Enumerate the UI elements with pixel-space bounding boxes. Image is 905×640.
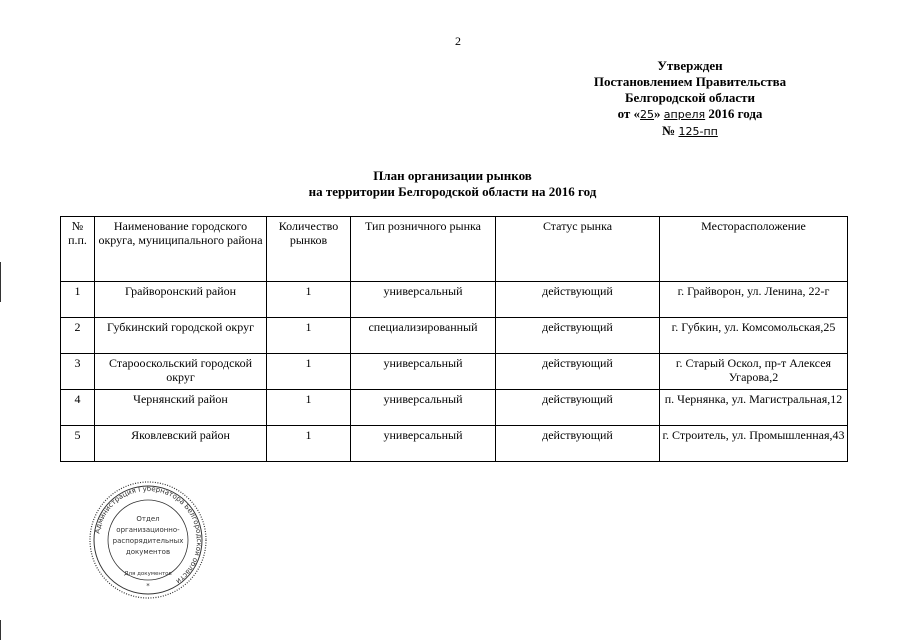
date-suffix: 2016 года [705,106,763,121]
approval-line-3: Белгородской области [624,90,756,105]
approval-date [560,106,820,123]
scan-edge-mark [0,620,1,640]
cell-num: 1 [61,282,95,318]
table-row [61,426,848,462]
star-icon: * [146,582,150,590]
table-row [61,390,848,426]
cell-name: Старооскольский городской округ [95,354,267,390]
table-row [61,282,848,318]
cell-type: специализированный [351,318,496,354]
approval-line-2: Постановлением Правительства [593,74,787,89]
cell-count: 1 [267,354,351,390]
approval-line-1: Утвержден [657,58,723,73]
cell-count: 1 [267,318,351,354]
header-status: Статус рынка [496,217,660,282]
cell-status: действующий [496,354,660,390]
stamp-center-line-3: распорядительных [112,537,184,545]
stamp-ring-text-path: Администрация Губернатора Белгородской области [93,484,204,586]
cell-location: п. Чернянка, ул. Магистральная,12 [660,390,848,426]
cell-count: 1 [267,390,351,426]
header-location: Месторасположение [660,217,848,282]
cell-count: 1 [267,426,351,462]
header-num: № п.п. [61,217,95,282]
page-number: 2 [455,34,461,48]
cell-status: действующий [496,318,660,354]
header-count: Количество рынков [267,217,351,282]
title-line-1: План организации рынков [373,168,532,183]
official-stamp [88,480,208,600]
date-prefix: от « [617,106,641,121]
table-header-row [61,217,848,282]
cell-type: универсальный [351,282,496,318]
cell-num: 4 [61,390,95,426]
number-prefix: № [662,123,676,138]
stamp-bottom-text: Для документов [124,571,172,577]
cell-num: 2 [61,318,95,354]
cell-type: универсальный [351,390,496,426]
cell-num: 3 [61,354,95,390]
table-row [61,354,848,390]
title-line-2: на территории Белгородской области на 2016 год [308,184,597,199]
cell-name: Чернянский район [95,390,267,426]
markets-table [60,216,848,462]
document-title [0,168,905,200]
cell-location: г. Строитель, ул. Промышленная,43 [660,426,848,462]
scan-edge-mark [0,262,1,302]
stamp-center-line-2: организационно- [116,526,180,534]
cell-type: универсальный [351,426,496,462]
cell-name: Губкинский городской округ [95,318,267,354]
date-mid: » [654,106,664,121]
cell-location: г. Грайворон, ул. Ленина, 22-г [660,282,848,318]
cell-location: г. Старый Оскол, пр-т Алексея Угарова,2 [660,354,848,390]
number-value: 125-пп [678,125,718,138]
date-day: 25 [640,108,655,121]
cell-status: действующий [496,426,660,462]
cell-location: г. Губкин, ул. Комсомольская,25 [660,318,848,354]
cell-num: 5 [61,426,95,462]
stamp-center-line-1: Отдел [136,515,160,523]
cell-name: Яковлевский район [95,426,267,462]
cell-status: действующий [496,390,660,426]
cell-count: 1 [267,282,351,318]
header-name: Наименование городского округа, муниципального района [95,217,267,282]
cell-name: Грайворонский район [95,282,267,318]
cell-status: действующий [496,282,660,318]
table-row [61,318,848,354]
approval-block [560,58,820,140]
cell-type: универсальный [351,354,496,390]
stamp-center-line-4: документов [125,548,171,556]
header-type: Тип розничного рынка [351,217,496,282]
approval-number [560,123,820,140]
date-month: апреля [663,108,706,121]
